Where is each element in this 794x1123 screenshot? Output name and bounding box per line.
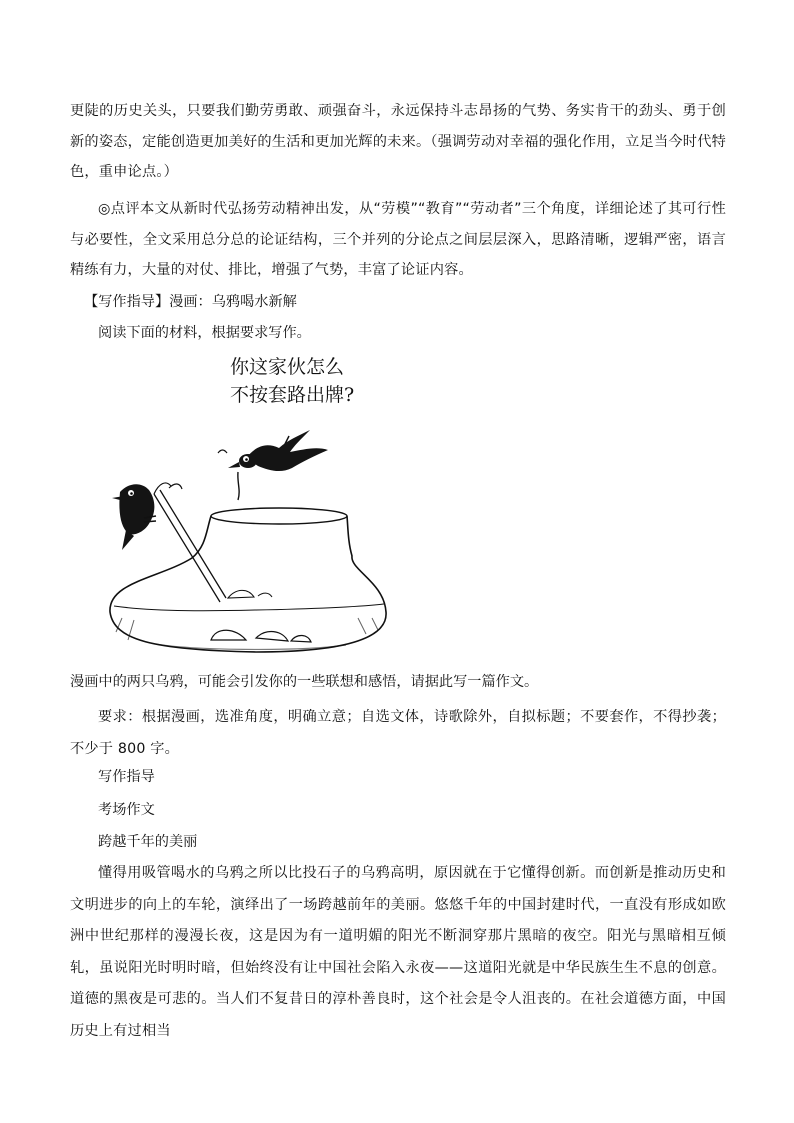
paragraph-conclusion: 更陡的历史关头，只要我们勤劳勇敢、顽强奋斗，永远保持斗志昂扬的气势、务实肯干的劲头、勇于创新的姿态，定能创造更加美好的生活和更加光辉的未来。（强调劳动对幸福的强化作用，立足当今时代特色，重申论点。） bbox=[70, 103, 726, 180]
essay-body: 懂得用吸管喝水的乌鸦之所以比投石子的乌鸦高明，原因就在于它懂得创新。而创新是推动历史和文明进步的向上的车轮，演绎出了一场跨越前年的美丽。悠悠千年的中国封建时代，一直没有形成如欧洲中世纪那样的漫漫长夜，这是因为有一道明媚的阳光不断洞穿那片黑暗的夜空。阳光与黑暗相互倾轧，虽说阳光时明时暗，但始终没有让中国社会陷入永夜——这道阳光就是中华民族生生不息的创意。道德的黑夜是可悲的。当人们不复昔日的淳朴善良时，这个社会是令人沮丧的。在社会道德方面，中国历史上有过相当 bbox=[70, 865, 726, 1039]
essay-title: 跨越千年的美丽 bbox=[98, 834, 198, 850]
speech-caption-line-1: 你这家伙怎么 bbox=[230, 356, 345, 378]
crow-cartoon bbox=[96, 350, 396, 668]
section-heading-writing-guide: 【写作指导】漫画：乌鸦喝水新解 bbox=[84, 294, 297, 310]
heading-exam-essay: 考场作文 bbox=[98, 802, 155, 818]
paragraph-commentary: ◎点评本文从新时代弘扬劳动精神出发，从“劳模”“教育”“劳动者”三个角度，详细论述了其可行性与必要性，全文采用总分总的论证结构，三个并列的分论点之间层层深入，思路清晰，逻辑严密，语言精练有力，大量的对仗、排比，增强了气势，丰富了论证内容。 bbox=[70, 201, 726, 278]
heading-writing-guidance: 写作指导 bbox=[98, 769, 155, 785]
speech-caption-line-2: 不按套路出牌? bbox=[230, 384, 355, 406]
perched-crow-icon bbox=[112, 484, 156, 550]
prompt-text: 漫画中的两只乌鸦，可能会引发你的一些联想和感悟，请据此写一篇作文。 bbox=[70, 674, 539, 690]
flying-crow-icon bbox=[218, 430, 328, 471]
cartoon-illustration bbox=[96, 350, 396, 668]
requirements-text: 要求：根据漫画，选准角度，明确立意；自选文体，诗歌除外，自拟标题；不要套作，不得抄袭；不少于 800 字。 bbox=[70, 709, 726, 757]
instruction-text: 阅读下面的材料，根据要求写作。 bbox=[98, 325, 311, 341]
